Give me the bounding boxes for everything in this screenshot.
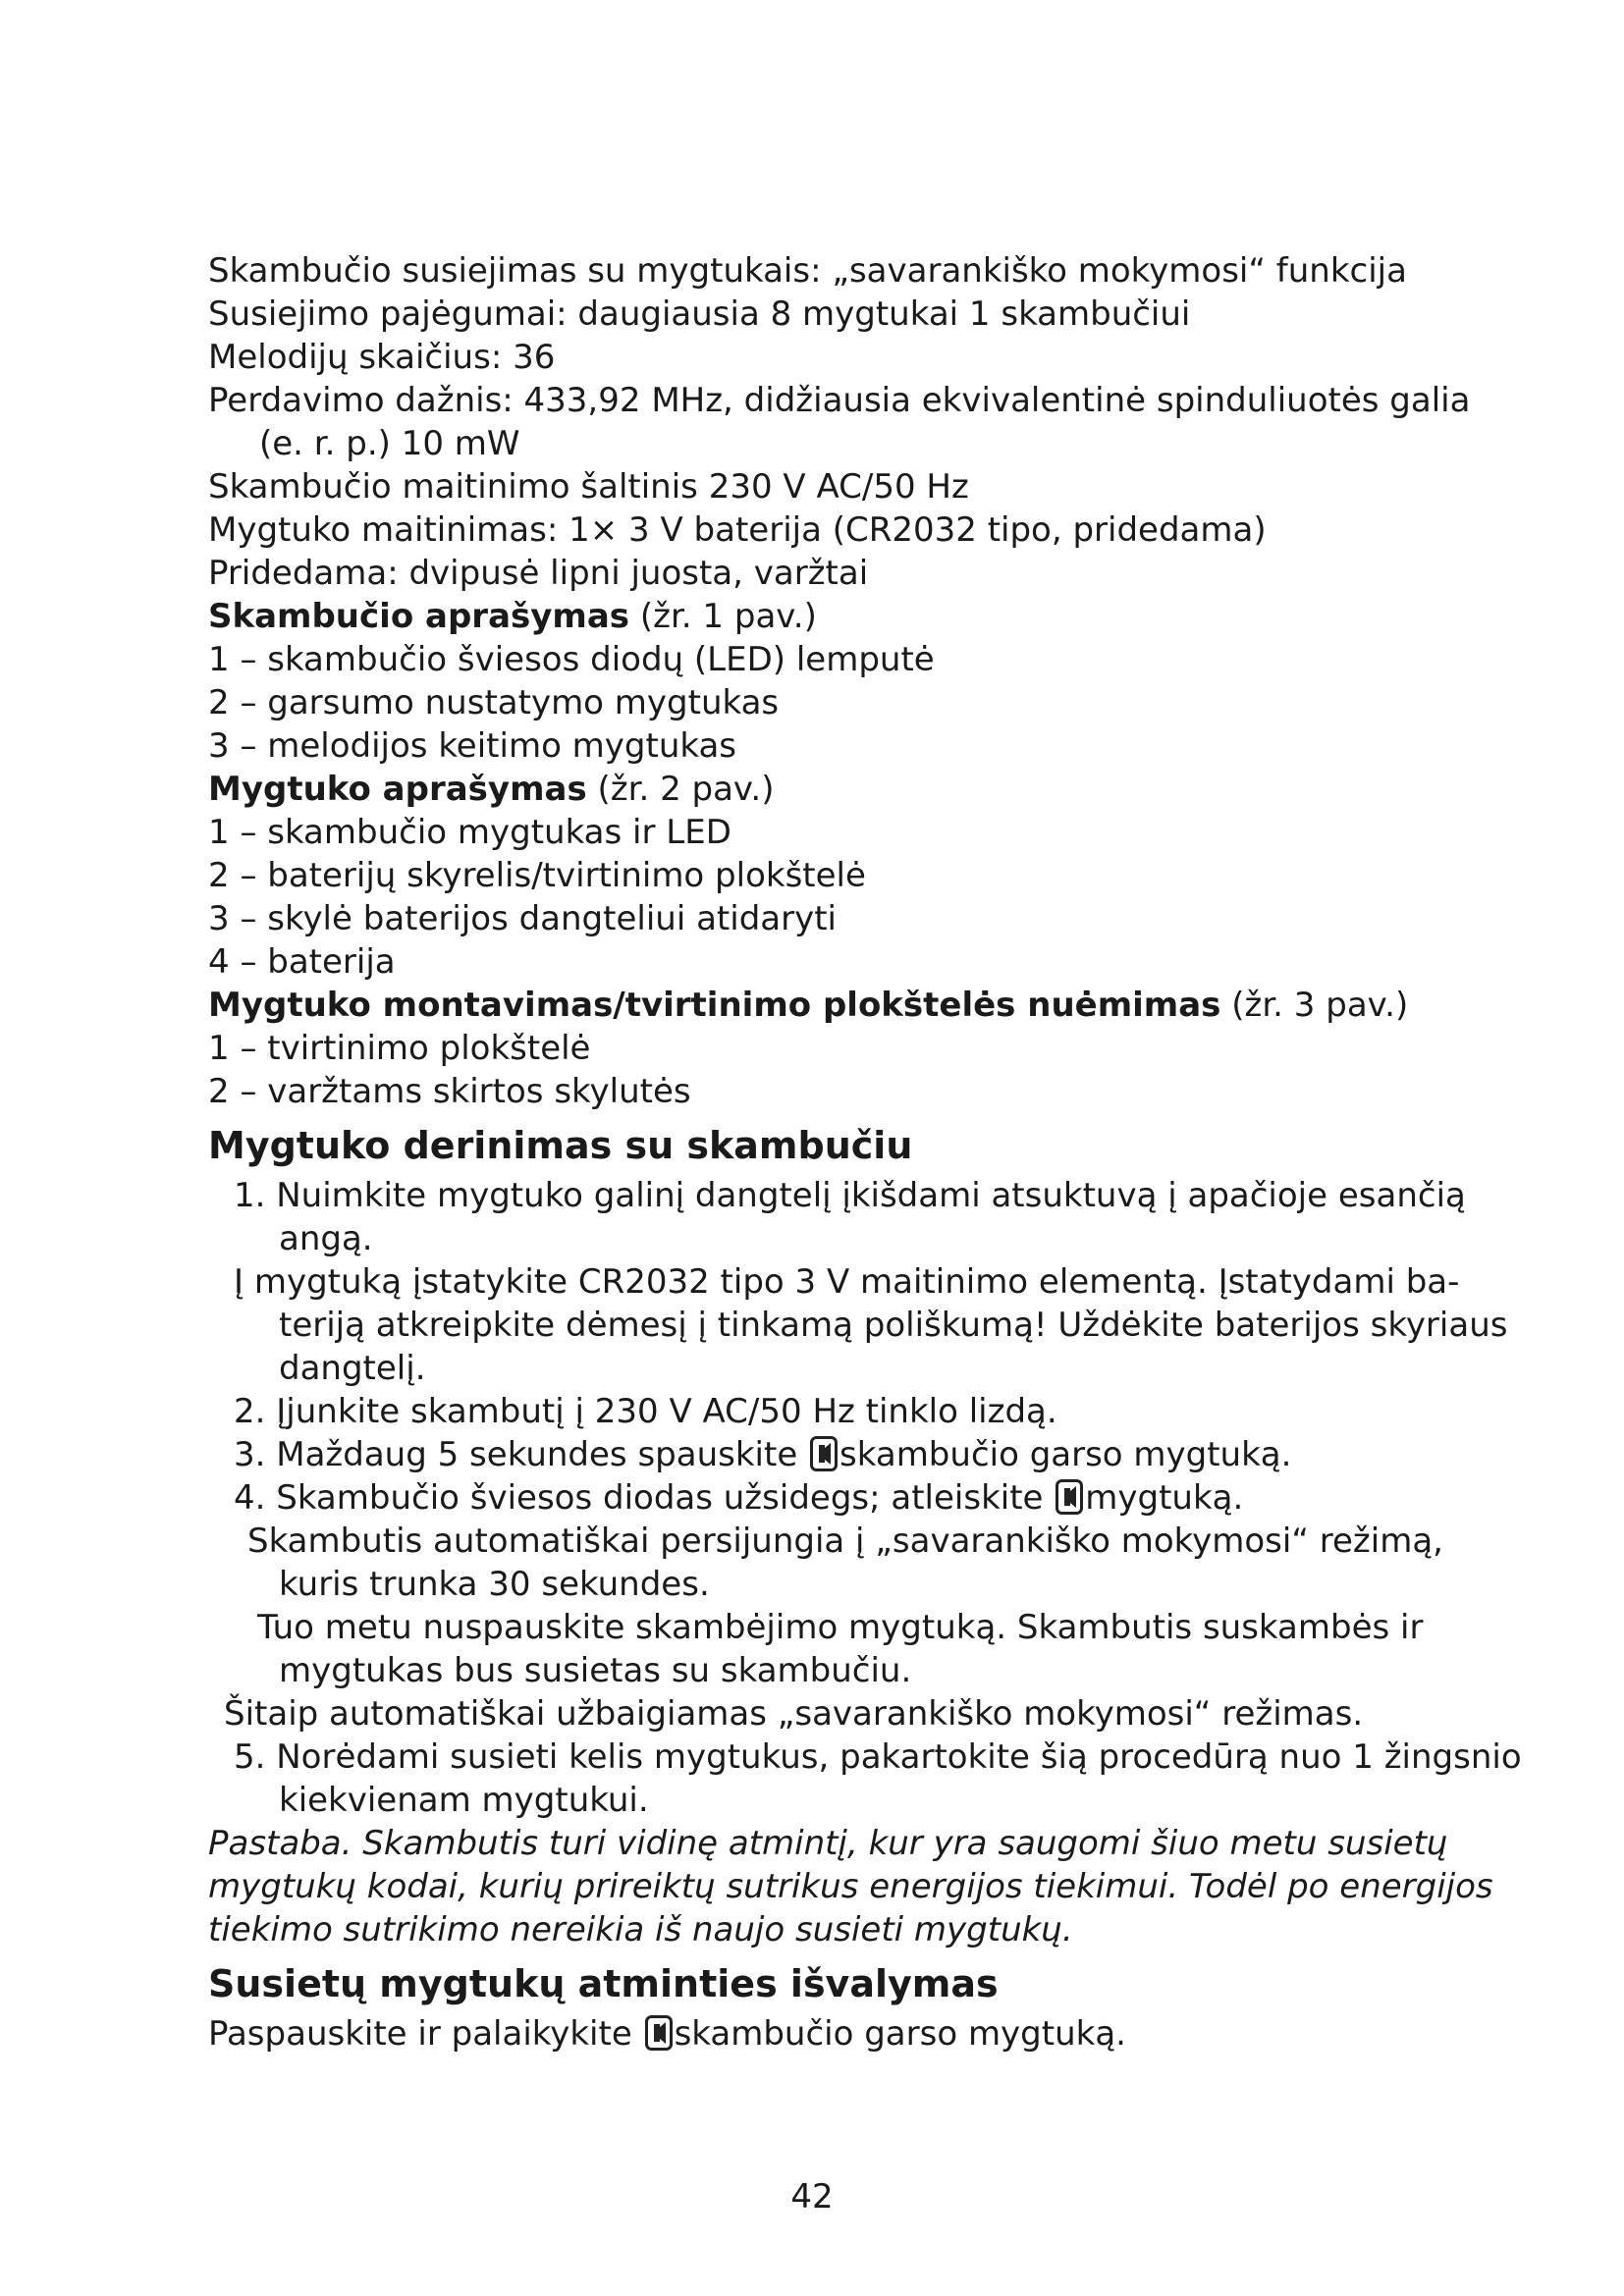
pairing-step-4-text: 4. Skambučio šviesos diodas užsidegs; atleiskite [234, 1478, 1055, 1518]
note-line: mygtukų kodai, kurių prireiktų sutrikus energijos tiekimui. Todėl po energijos [208, 1867, 1493, 1906]
pairing-step-3-text: 3. Maždaug 5 sekundes spauskite [234, 1435, 809, 1474]
mounting-item: 1 – tvirtinimo plokštelė [208, 1029, 591, 1068]
pairing-step-2: 2. Įjunkite skambutį į 230 V AC/50 Hz tinklo lizdą. [234, 1392, 1057, 1431]
mounting-item: 2 – varžtams skirtos skylutės [208, 1072, 691, 1111]
bell-description-ref: (žr. 1 pav.) [629, 597, 817, 636]
spec-included: Pridedama: dvipusė lipni juosta, varžtai [208, 554, 869, 593]
spec-pairing-capacity: Susiejimo pajėgumai: daugiausia 8 mygtukai 1 skambučiui [208, 294, 1191, 334]
pairing-step-5-cont: kiekvienam mygtukui. [279, 1781, 649, 1820]
pairing-heading: Mygtuko derinimas su skambučiu [208, 1124, 913, 1167]
note-line: tiekimo sutrikimo nereikia iš naujo susieti mygtukų. [208, 1910, 1073, 1949]
bell-description-heading [208, 595, 1418, 638]
pairing-learning-mode: Skambutis automatiškai persijungia į „savarankiško mokymosi“ režimą, [247, 1522, 1443, 1561]
memory-clear-text-start: Paspauskite ir palaikykite [208, 2014, 643, 2054]
note-line: Pastaba. Skambutis turi vidinę atmintį, kur yra saugomi šiuo metu susietų [208, 1824, 1448, 1863]
pairing-learning-mode-cont: kuris trunka 30 sekundes. [279, 1565, 710, 1604]
page-number: 42 [790, 2177, 834, 2216]
bell-description-item: 2 – garsumo nustatymo mygtukas [208, 683, 780, 722]
button-description-item: 3 – skylė baterijos dangteliui atidaryti [208, 899, 837, 938]
button-description-heading [208, 768, 1418, 811]
bell-button-icon [645, 2015, 673, 2061]
button-description-item: 4 – baterija [208, 942, 396, 982]
pairing-step-1: 1. Nuimkite mygtuko galinį dangtelį įkišdami atsuktuvą į apačioje esančią [234, 1176, 1466, 1215]
pairing-step-3 [208, 1433, 1418, 1476]
pairing-step-4-text-end: mygtuką. [1085, 1478, 1244, 1518]
button-description-ref: (žr. 2 pav.) [586, 770, 775, 809]
button-description-item: 1 – skambučio mygtukas ir LED [208, 813, 731, 852]
bell-description-item: 1 – skambučio šviesos diodų (LED) lemputė [208, 640, 935, 679]
mounting-ref: (žr. 3 pav.) [1220, 986, 1409, 1025]
spec-frequency-cont: (e. r. p.) 10 mW [259, 424, 520, 463]
pairing-step-1-cont: angą. [279, 1219, 373, 1258]
memory-clear-heading: Susietų mygtukų atminties išvalymas [208, 1962, 999, 2005]
pairing-step-5: 5. Norėdami susieti kelis mygtukus, pakartokite šią procedūrą nuo 1 žingsnio [234, 1737, 1522, 1777]
pairing-step-1-battery-cont: dangtelį. [279, 1349, 426, 1388]
memory-clear-text-end: skambučio garso mygtuką. [674, 2014, 1126, 2054]
page-content [208, 249, 1522, 2056]
mounting-title: Mygtuko montavimas/tvirtinimo plokštelės nuėmimas [208, 986, 1221, 1025]
pairing-press-ring-cont: mygtukas bus susietas su skambučiu. [279, 1651, 912, 1690]
pairing-step-3-text-end: skambučio garso mygtuką. [839, 1435, 1292, 1474]
spec-bell-power: Skambučio maitinimo šaltinis 230 V AC/50 Hz [208, 467, 969, 507]
pairing-mode-end: Šitaip automatiškai užbaigiamas „savarankiško mokymosi“ režimas. [224, 1694, 1364, 1734]
button-description-title: Mygtuko aprašymas [208, 770, 587, 809]
button-description-item: 2 – baterijų skyrelis/tvirtinimo plokštelė [208, 856, 866, 895]
spec-pairing-function: Skambučio susiejimas su mygtukais: „savarankiško mokymosi“ funkcija [208, 251, 1407, 291]
bell-description-title: Skambučio aprašymas [208, 597, 630, 636]
spec-frequency: Perdavimo dažnis: 433,92 MHz, didžiausia ekvivalentinė spinduliuotės galia [208, 381, 1471, 420]
bell-button-icon [810, 1436, 838, 1482]
pairing-step-1-battery-cont: teriją atkreipkite dėmesį į tinkamą poliškumą! Uždėkite baterijos skyriaus [279, 1306, 1508, 1345]
mounting-heading [208, 984, 1418, 1027]
pairing-step-1-battery: Į mygtuką įstatykite CR2032 tipo 3 V maitinimo elementą. Įstatydami ba- [234, 1262, 1460, 1302]
bell-button-icon [1056, 1479, 1083, 1525]
pairing-press-ring: Tuo metu nuspauskite skambėjimo mygtuką. Skambutis suskambės ir [257, 1608, 1424, 1647]
spec-button-power: Mygtuko maitinimas: 1× 3 V baterija (CR2032 tipo, pridedama) [208, 510, 1267, 550]
bell-description-item: 3 – melodijos keitimo mygtukas [208, 726, 737, 766]
pairing-step-4 [208, 1476, 1418, 1520]
spec-melodies: Melodijų skaičius: 36 [208, 338, 556, 377]
memory-clear-text [208, 2012, 1418, 2056]
